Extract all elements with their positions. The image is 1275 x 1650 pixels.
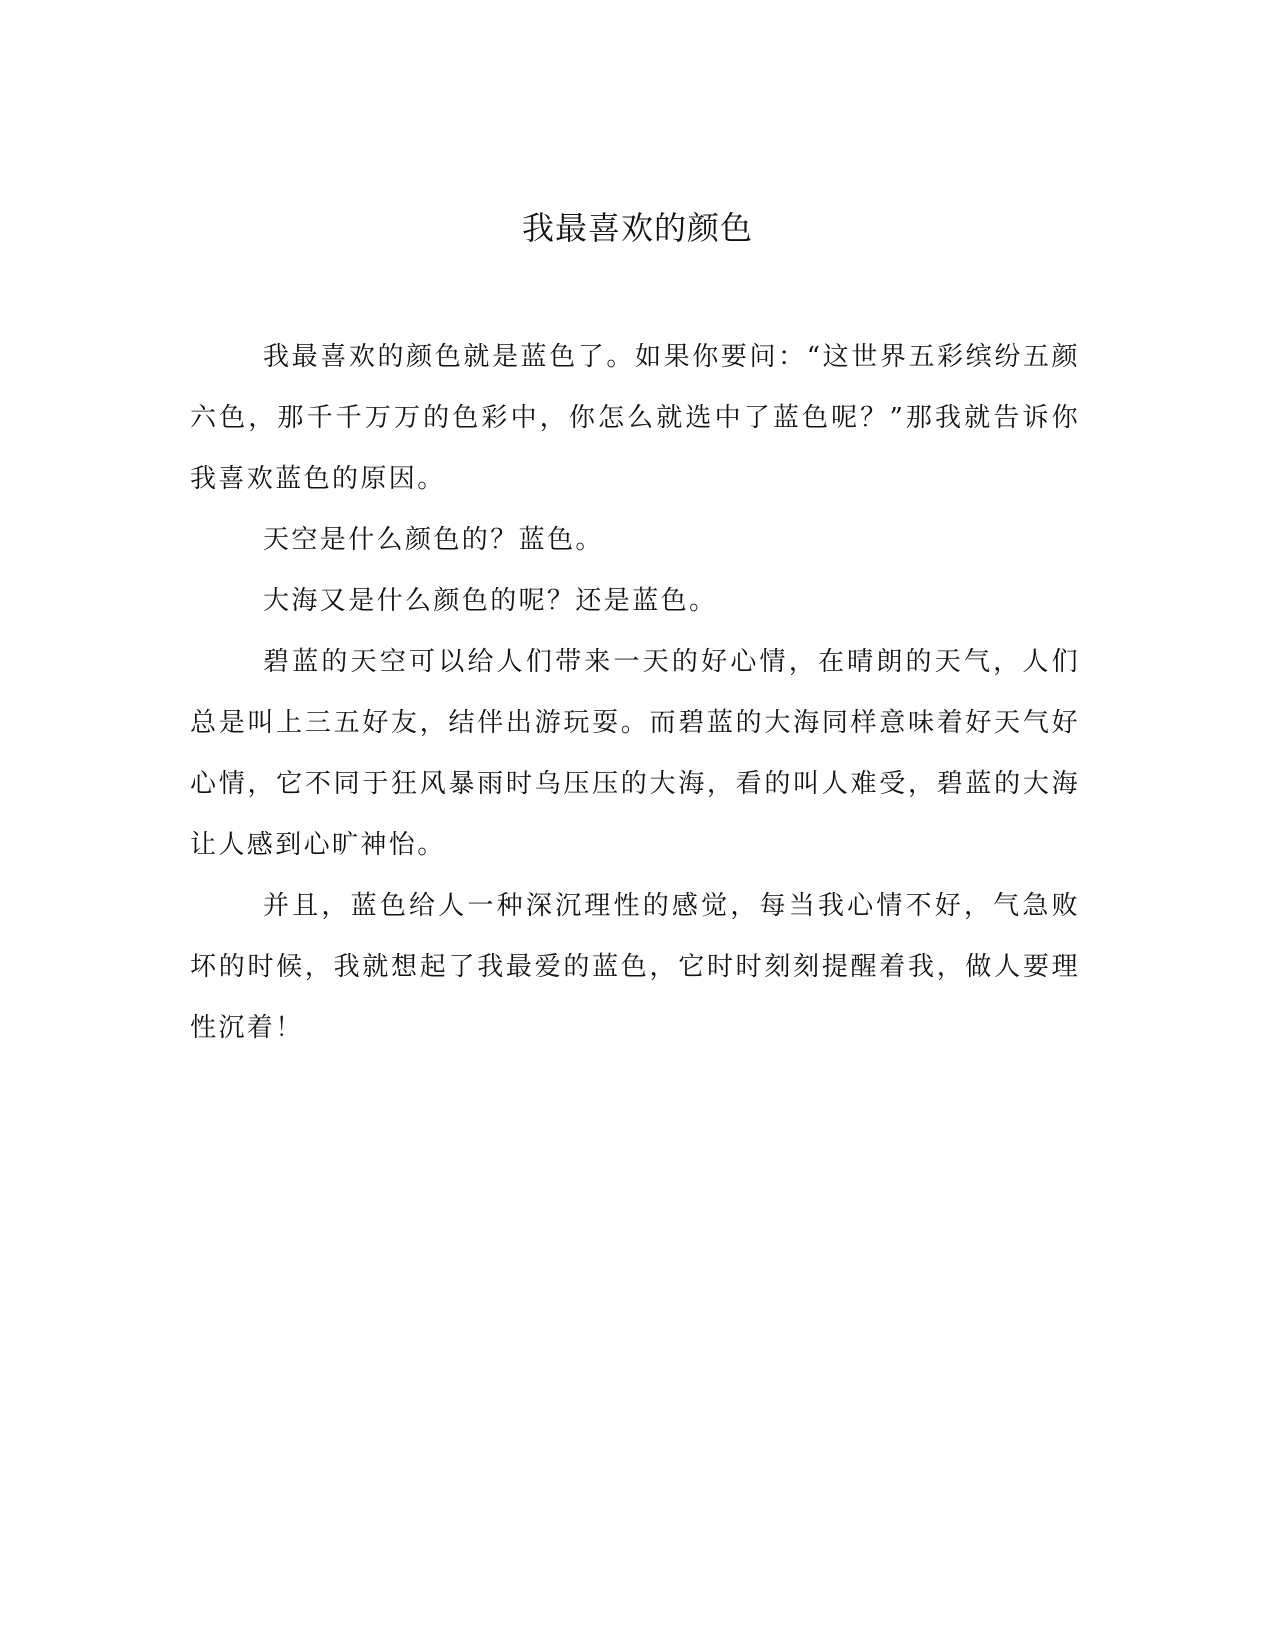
paragraph-3: 大海又是什么颜色的呢？还是蓝色。 [263,586,718,616]
paragraph-5: 并且，蓝色给人一种深沉理性的感觉，每当我心情不好，气急败坏的时候，我就想起了我最爱的蓝色，它时时刻刻提醒着我，做人要理性沉着！ [190,891,1080,1043]
document-body [190,327,1080,1059]
document-title: 我最喜欢的颜色 [521,209,753,247]
paragraph-1: 我最喜欢的颜色就是蓝色了。如果你要问：“这世界五彩缤纷五颜六色，那千千万万的色彩中，你怎么就选中了蓝色呢？”那我就告诉你我喜欢蓝色的原因。 [190,342,1080,494]
paragraph-2: 天空是什么颜色的？蓝色。 [263,525,604,555]
paragraph-4: 碧蓝的天空可以给人们带来一天的好心情，在晴朗的天气，人们总是叫上三五好友，结伴出游玩耍。而碧蓝的大海同样意味着好天气好心情，它不同于狂风暴雨时乌压压的大海，看的叫人难受，碧蓝的大海让人感到心旷神怡。 [190,647,1080,860]
